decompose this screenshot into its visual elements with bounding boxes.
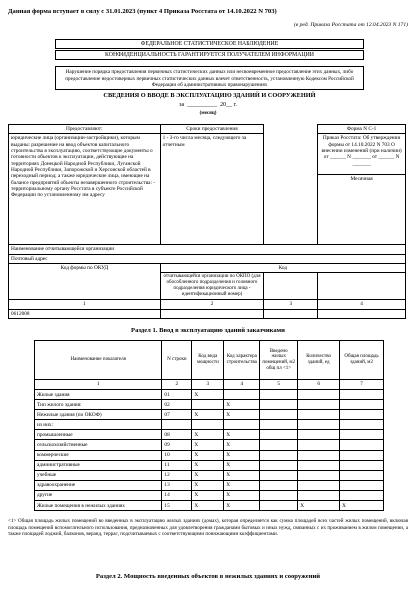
cell-c3	[192, 400, 224, 410]
deadline-header: Сроки предоставления	[160, 125, 264, 134]
cell-c5	[260, 490, 298, 500]
liability-warning: Нарушение порядка предоставления первичных статистических данных или несвоевременное предоставление этих данных, либо предоставление недостоверных первичных статистических данных влечет ответственность, установленную Кодексом Российской Федерации об административных правонарушениях	[55, 66, 364, 90]
table-row	[35, 450, 384, 460]
table-row	[35, 420, 384, 430]
cell-c5	[260, 501, 298, 511]
cell-line	[162, 420, 192, 430]
table-row	[35, 480, 384, 490]
cell-c5	[260, 440, 298, 450]
cell-line: 13	[162, 480, 192, 490]
period-month-caption: (месяц)	[199, 111, 217, 116]
cell-c5	[260, 470, 298, 480]
col-num-2: 2	[160, 300, 264, 309]
footnote: <1> Общая площадь жилых помещений во введенных в эксплуатацию жилых зданиях (домах), которая определяется как сумма площадей всех частей жилых помещений, включая площадь помещений вспомогательного использования, предназначенных для удовлетворения гражданами бытовых и иных нужд, связанных с их проживанием в жилом помещении, а также площадей лоджий, балконов, веранд, террас, подсчитываемых с соответствующими понижающими коэффициентами.	[8, 518, 408, 538]
table-row	[35, 390, 384, 400]
section2-title: Раздел 2. Мощность введенных объектов в нежилых зданиях и сооружений	[95, 573, 321, 580]
colnum-7: 7	[340, 380, 384, 390]
confidentiality-banner: КОНФИДЕНЦИАЛЬНОСТЬ ГАРАНТИРУЕТСЯ ПОЛУЧАТЕЛЕМ ИНФОРМАЦИИ	[55, 50, 364, 60]
cell-c7	[340, 470, 384, 480]
cell-line: 15	[162, 501, 192, 511]
cell-c7	[340, 450, 384, 460]
cell-c4	[224, 390, 260, 400]
cell-c7	[340, 460, 384, 470]
cell-c5	[260, 460, 298, 470]
colnum-1: 1	[35, 380, 162, 390]
cell-line: 10	[162, 450, 192, 460]
cell-c6	[298, 490, 340, 500]
col-num-4: 4	[318, 300, 406, 309]
header-capacity-code: Код вида мощности	[192, 341, 224, 380]
cell-c6	[298, 450, 340, 460]
cell-c3: X	[192, 460, 224, 470]
cell-name: Тип жилого здания:	[35, 400, 162, 410]
period-line: за __________ 20__ г.	[179, 102, 237, 108]
cell-c4: X	[224, 460, 260, 470]
cell-line: 09	[162, 440, 192, 450]
cell-c7	[340, 390, 384, 400]
cell-line: 08	[162, 430, 192, 440]
period-za: за	[179, 102, 185, 108]
cell-c6: X	[298, 501, 340, 511]
cell-c7	[340, 480, 384, 490]
cell-c7	[340, 420, 384, 430]
cell-c6	[298, 410, 340, 420]
cell-line: 01	[162, 390, 192, 400]
cell-c7	[340, 490, 384, 500]
cell-c5	[260, 480, 298, 490]
cell-c3: X	[192, 450, 224, 460]
edition-note: (в ред. Приказа Росстата от 12.04.2023 N 171)	[293, 22, 408, 28]
cell-c6	[298, 480, 340, 490]
table-row	[35, 470, 384, 480]
cell-c5	[260, 450, 298, 460]
org-name-row: Наименование отчитывающейся организации	[9, 245, 406, 254]
form-title: СВЕДЕНИЯ О ВВОДЕ В ЭКСПЛУАТАЦИЮ ЗДАНИЙ И СООРУЖЕНИЙ	[103, 92, 316, 99]
cell-c3: X	[192, 501, 224, 511]
periodicity: Месячная	[318, 175, 406, 245]
cell-c7	[340, 430, 384, 440]
code-label: Код	[160, 264, 405, 273]
table-row	[35, 430, 384, 440]
cell-c4: X	[224, 501, 260, 511]
cell-c7	[340, 400, 384, 410]
cell-line: 07	[162, 410, 192, 420]
period-year: 20__ г.	[220, 102, 237, 108]
approval-order: Приказ Росстата: Об утверждении формы от 14.10.2022 N 703 О внесении изменений (при наличии) от ______ N _______ от ______ N _______	[318, 134, 406, 175]
cell-c6	[298, 420, 340, 430]
cell-c6	[298, 460, 340, 470]
col-num-3: 3	[264, 300, 318, 309]
header-total-area: Общая площадь зданий, м2	[340, 341, 384, 380]
colnum-5: 5	[260, 380, 298, 390]
okpo-description: отчитывающейся организации по ОКПО (для обособленного подразделения и головного подразделения юридического лица - идентификационный номер)	[160, 273, 264, 300]
cell-c5	[260, 410, 298, 420]
deadline-text: 1 - 3-го числа месяца, следующего за отчетным	[160, 134, 264, 245]
header-indicator-name: Наименование показателя	[35, 341, 162, 380]
cell-c6	[298, 400, 340, 410]
table-row	[35, 501, 384, 511]
header-construction-code: Код характера строительства	[224, 341, 260, 380]
cell-c5	[260, 420, 298, 430]
cell-name: Жилые здания	[35, 390, 162, 400]
effective-date-note: Данная форма вступает в силу с 31.01.2023 (пункт 4 Приказа Росстата от 14.10.2022 N 703)	[8, 8, 277, 15]
header-living-area: Введено жилых помещений, м2 общ пл <1>	[260, 341, 298, 380]
cell-c3	[192, 420, 224, 430]
cell-c4: X	[224, 490, 260, 500]
cell-name: из них:	[35, 420, 162, 430]
cell-c7	[340, 410, 384, 420]
table-row	[35, 460, 384, 470]
cell-c4: X	[224, 480, 260, 490]
cell-name: административные	[35, 460, 162, 470]
cell-c3: X	[192, 490, 224, 500]
cell-name: здравоохранение	[35, 480, 162, 490]
cell-c3: X	[192, 390, 224, 400]
cell-line: 14	[162, 490, 192, 500]
cell-c4: X	[224, 450, 260, 460]
form-info-table	[8, 124, 406, 319]
cell-line: 02	[162, 400, 192, 410]
okud-code-label: Код формы по ОКУД	[9, 264, 161, 300]
cell-c5	[260, 430, 298, 440]
cell-c4: X	[224, 400, 260, 410]
section1-title: Раздел 1. Ввод в эксплуатацию зданий заказчиками	[131, 327, 285, 334]
section1-rows	[35, 390, 384, 511]
cell-c6	[298, 440, 340, 450]
colnum-3: 3	[192, 380, 224, 390]
cell-c5	[260, 390, 298, 400]
cell-name: промышленные	[35, 430, 162, 440]
colnum-4: 4	[224, 380, 260, 390]
cell-c4: X	[224, 440, 260, 450]
cell-name: Нежилые здания (по ОКОФ)	[35, 410, 162, 420]
header-building-count: Количество зданий, ед	[298, 341, 340, 380]
cell-c7	[340, 440, 384, 450]
cell-c5	[260, 400, 298, 410]
col-num-1: 1	[9, 300, 161, 309]
okud-value: 0612008	[9, 309, 161, 318]
cell-c6	[298, 430, 340, 440]
cell-c3: X	[192, 410, 224, 420]
cell-name: коммерческие	[35, 450, 162, 460]
cell-c3: X	[192, 440, 224, 450]
cell-name: другие	[35, 490, 162, 500]
cell-c4: X	[224, 470, 260, 480]
cell-name: учебные	[35, 470, 162, 480]
submitters-header: Предоставляют:	[9, 125, 161, 134]
cell-line: 12	[162, 470, 192, 480]
table-row	[35, 400, 384, 410]
section1-table	[34, 340, 384, 511]
cell-c6	[298, 390, 340, 400]
header-line-no: N строки	[162, 341, 192, 380]
cell-name: сельскохозяйственные	[35, 440, 162, 450]
colnum-6: 6	[298, 380, 340, 390]
postal-address-row: Почтовый адрес	[9, 254, 406, 263]
federal-observation-banner: ФЕДЕРАЛЬНОЕ СТАТИСТИЧЕСКОЕ НАБЛЮДЕНИЕ	[55, 39, 364, 49]
table-row	[35, 410, 384, 420]
cell-c6	[298, 470, 340, 480]
cell-c4: X	[224, 410, 260, 420]
colnum-2: 2	[162, 380, 192, 390]
cell-name: Жилые помещения в нежилых зданиях	[35, 501, 162, 511]
cell-c3: X	[192, 430, 224, 440]
cell-c4	[224, 420, 260, 430]
submitters-text: юридические лица (организации-застройщики), которым выданы: разрешение на ввод объектов капитального строительства в эксплуатацию, соответствующие документы о готовности объектов к эксплуатации, действующие на территориях Донецкой Народной Республики, Луганской Народной Республики, Запорожской и Херсонской областей в переходный период; а также юридические лица, имеющие на балансе предприятий объекты незавершенного строительства: - территориальному органу Росстата в субъекте Российской Федерации по установленному им адресу	[9, 134, 161, 245]
cell-line: 11	[162, 460, 192, 470]
table-row	[35, 490, 384, 500]
cell-c7: X	[340, 501, 384, 511]
form-code-header: Форма N С-1	[318, 125, 406, 134]
cell-c3: X	[192, 480, 224, 490]
cell-c4: X	[224, 430, 260, 440]
table-row	[35, 440, 384, 450]
cell-c3: X	[192, 470, 224, 480]
